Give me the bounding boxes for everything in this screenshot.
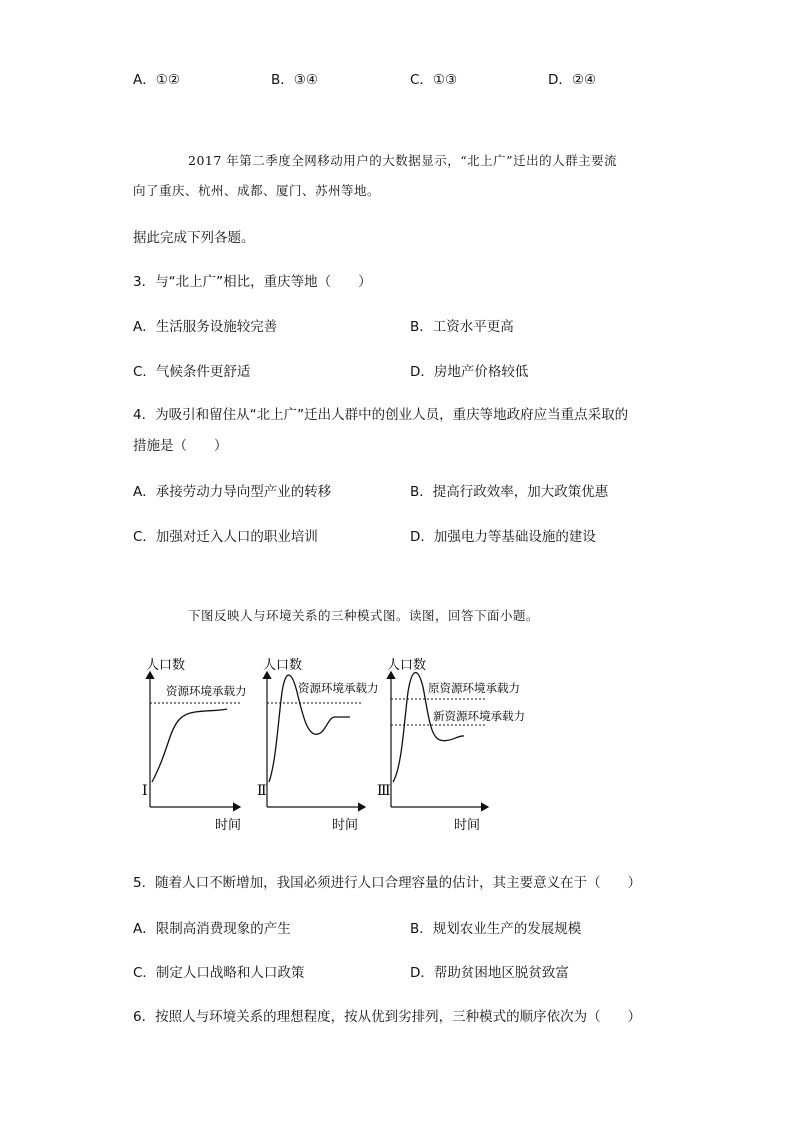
panel-1	[142, 657, 247, 833]
panel-3-roman: Ⅲ	[377, 783, 391, 799]
q2-option-c: C．①③	[410, 72, 458, 88]
panel-2-roman: Ⅱ	[257, 783, 267, 799]
instruction1: 据此完成下列各题。	[133, 230, 255, 246]
panel-1-x-label: 时间	[215, 818, 242, 833]
panel-1-curve	[152, 709, 227, 782]
q4-stem-line1: 4．为吸引和留住从“北上广”迁出人群中的创业人员，重庆等地政府应当重点采取的	[133, 407, 629, 423]
q4-stem-line2: 措施是（ ）	[133, 438, 228, 454]
q4-option-d: D．加强电力等基础设施的建设	[410, 529, 596, 545]
q2-option-a: A．①②	[133, 72, 180, 88]
passage1-line2: 向了重庆、杭州、成都、厦门、苏州等地。	[133, 183, 381, 198]
q2-option-d: D．②④	[548, 72, 597, 88]
panel-2-capacity-label: 资源环境承载力	[298, 681, 379, 695]
passage1-line1: 2017 年第二季度全网移动用户的大数据显示，“北上广”迁出的人群主要流	[188, 153, 618, 168]
panel-3-old-capacity-label: 原资源环境承载力	[428, 681, 520, 695]
q3-option-b: B．工资水平更高	[410, 319, 514, 335]
q3-option-a: A．生活服务设施较完善	[133, 319, 278, 335]
panel-3	[377, 657, 525, 833]
panel-2-y-label: 人口数	[263, 658, 303, 673]
panel-3-x-label: 时间	[454, 818, 481, 833]
population-model-figure	[140, 652, 540, 841]
q5-option-b: B．规划农业生产的发展规模	[410, 921, 582, 937]
q5-option-a: A．限制高消费现象的产生	[133, 921, 291, 937]
q4-option-c: C．加强对迁入人口的职业培训	[133, 529, 318, 545]
q3-option-d: D．房地产价格较低	[410, 364, 529, 380]
population-model-diagram	[140, 652, 540, 837]
q5-option-c: C．制定人口战略和人口政策	[133, 965, 305, 981]
panel-2	[257, 657, 379, 833]
q4-option-b: B．提高行政效率，加大政策优惠	[410, 484, 609, 500]
panel-2-x-label: 时间	[332, 818, 359, 833]
panel-3-y-label: 人口数	[387, 658, 427, 673]
panel-1-y-label: 人口数	[146, 658, 186, 673]
q5-stem: 5．随着人口不断增加，我国必须进行人口合理容量的估计，其主要意义在于（ ）	[133, 875, 642, 891]
q2-option-b: B．③④	[271, 72, 318, 88]
q5-option-d: D．帮助贫困地区脱贫致富	[410, 965, 569, 981]
passage2: 下图反映人与环境关系的三种模式图。读图，回答下面小题。	[188, 608, 540, 623]
panel-3-new-capacity-label: 新资源环境承载力	[433, 709, 525, 723]
q6-stem: 6．按照人与环境关系的理想程度，按从优到劣排列，三种模式的顺序依次为（ ）	[133, 1009, 642, 1025]
q3-option-c: C．气候条件更舒适	[133, 364, 251, 380]
panel-1-roman: Ⅰ	[142, 783, 148, 799]
q3-stem: 3．与“北上广”相比，重庆等地（ ）	[133, 274, 372, 290]
q4-option-a: A．承接劳动力导向型产业的转移	[133, 484, 332, 500]
panel-1-capacity-label: 资源环境承载力	[166, 684, 247, 698]
